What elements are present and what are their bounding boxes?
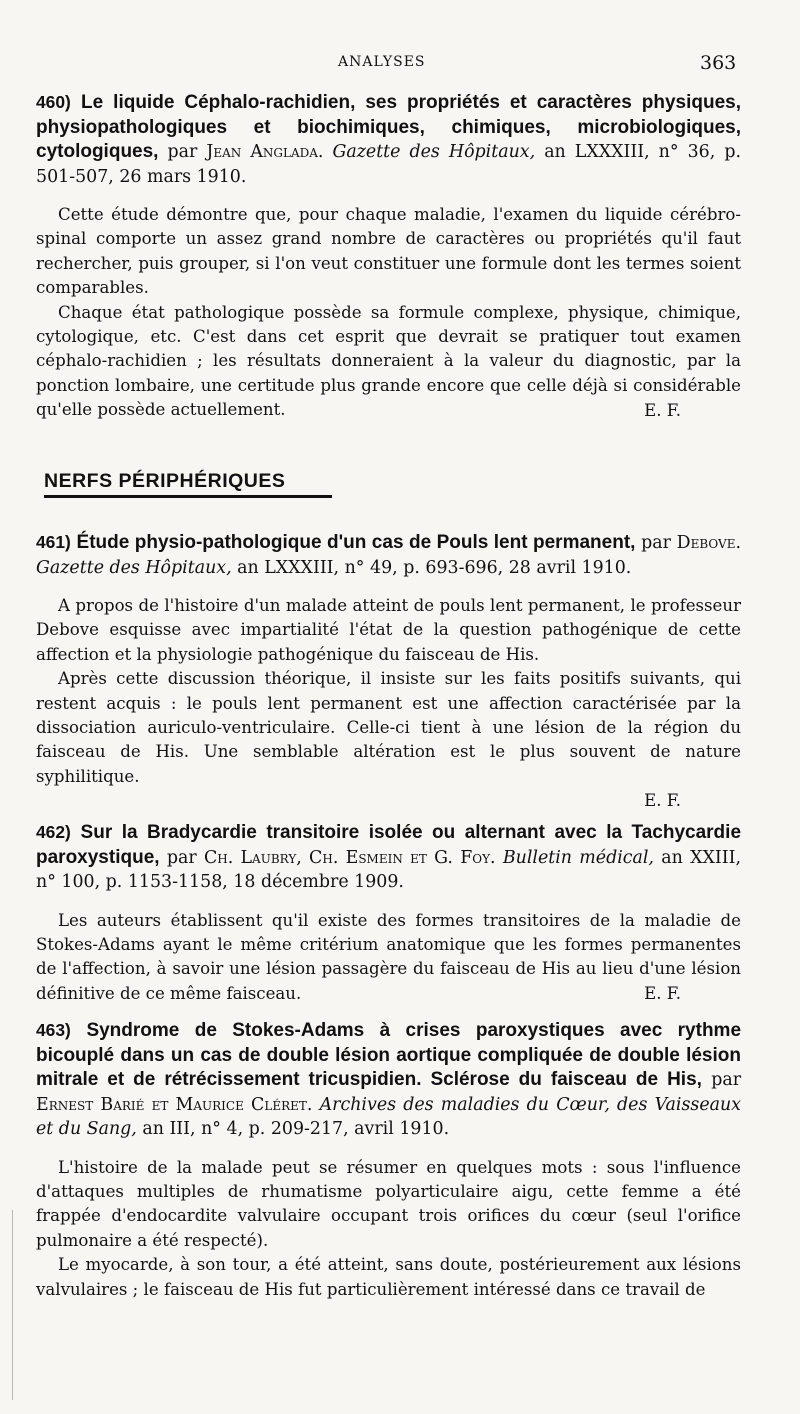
article-authors: Ch. Laubry, Ch. Esmein et G. Foy. — [203, 847, 496, 868]
article-reference: an LXXXIII, n° 49, p. 693-696, 28 avril 1910. — [237, 557, 632, 578]
section-title-text: NERFS PÉRIPHÉRIQUES — [44, 470, 286, 492]
article-signature: E. F. — [644, 984, 681, 1004]
article-authors: Ernest Barié et Maurice Cléret. — [36, 1094, 313, 1115]
article-authors: Jean Anglada. — [206, 142, 324, 162]
article-heading — [36, 1018, 741, 1142]
article-462 — [36, 820, 741, 1006]
article-by: par — [641, 533, 671, 553]
article-title: Syndrome de Stokes-Adams à crises paroxystiques avec rythme bicouplé dans un cas de double lésion aortique compliquée de double lésion mitrale et de rétrécissement tricuspidien. Sclérose du faisceau de His, — [36, 1020, 742, 1090]
article-reference: an III, n° 4, p. 209-217, avril 1910. — [142, 1119, 450, 1139]
article-number: 462) — [36, 822, 71, 842]
article-461 — [36, 530, 741, 813]
article-journal: Bulletin médical, — [502, 847, 654, 868]
article-authors: Debove. — [676, 533, 741, 553]
article-reference: an XXIII, n° 100, p. 1153-1158, 18 décembre 1909. — [36, 847, 741, 892]
article-paragraph: Le myocarde, à son tour, a été atteint, sans doute, postérieurement aux lésions valvulaires ; le faisceau de His fut particulièrement intéressé dans ce travail de — [36, 1255, 741, 1299]
article-reference: an LXXXIII, n° 36, p. 501-507, 26 mars 1910. — [36, 142, 741, 187]
section-rule — [44, 495, 332, 498]
article-journal: Archives des maladies du Cœur, des Vaisseaux et du Sang, — [36, 1094, 741, 1139]
article-paragraph: L'histoire de la malade peut se résumer en quelques mots : sous l'influence d'attaques multiples de rhumatisme polyarticulaire aigu, cette femme a été frappée d'endocardite valvulaire occupant trois orifices du cœur (seul l'orifice pulmonaire a été respecté). — [36, 1157, 741, 1250]
article-signature: E. F. — [644, 400, 681, 420]
article-title: Étude physio-pathologique d'un cas de Pouls lent permanent, — [76, 532, 636, 553]
article-title: Le liquide Céphalo-rachidien, ses propriétés et caractères physiques, physiopathologiques et biochimiques, chimiques, microbiologiques, cytologiques, — [36, 92, 742, 162]
article-paragraph: A propos de l'histoire d'un malade atteint de pouls lent permanent, le professeur Debove esquisse avec impartialité l'état de la question pathogénique de cette affection et la physiologie pathogénique du faisceau de His. — [36, 596, 741, 664]
article-heading — [36, 820, 741, 895]
article-signature: E. F. — [644, 791, 681, 811]
article-title: Sur la Bradycardie transitoire isolée ou alternant avec la Tachycardie paroxystique, — [36, 822, 742, 868]
article-paragraph: Les auteurs établissent qu'il existe des formes transitoires de la maladie de Stokes-Adams ayant le même critérium anatomique que les formes permanentes de l'affection, à savoir une lésion passagère du faisceau de His au lieu d'une lésion définitive de ce même faisceau. — [36, 910, 741, 1003]
article-460 — [36, 90, 741, 423]
article-journal: Gazette des Hôpitaux, — [36, 557, 232, 578]
running-head: ANALYSES — [338, 54, 426, 70]
page-number: 363 — [700, 52, 737, 74]
article-by: par — [166, 847, 197, 868]
scan-margin-line — [12, 1210, 13, 1400]
article-paragraph: Cette étude démontre que, pour chaque maladie, l'examen du liquide cérébro-spinal comporte un assez grand nombre de caractères ou propriétés qu'il faut rechercher, puis grouper, si l'on veut constituer une formule dont les termes soient comparables. — [36, 205, 741, 298]
article-number: 460) — [36, 92, 71, 112]
page-header — [0, 52, 800, 72]
article-by: par — [711, 1070, 742, 1090]
article-number: 461) — [36, 532, 71, 552]
article-journal: Gazette des Hôpitaux, — [332, 142, 536, 162]
article-heading — [36, 530, 741, 580]
section-title — [44, 470, 334, 493]
article-463 — [36, 1018, 741, 1302]
article-heading — [36, 90, 741, 189]
article-by: par — [167, 142, 198, 162]
article-number: 463) — [36, 1020, 71, 1040]
article-paragraph: Après cette discussion théorique, il insiste sur les faits positifs suivants, qui restent acquis : le pouls lent permanent est une affection caractérisée par la dissociation auriculo-ventriculaire. Celle-ci tient à une lésion de la région du faisceau de His. Une semblable altération est le plus souvent de nature syphilitique. — [36, 669, 741, 786]
article-paragraph: Chaque état pathologique possède sa formule complexe, physique, chimique, cytologique, etc. C'est dans cet esprit que devrait se pratiquer tout examen céphalo-rachidien ; les résultats donneraient à la valeur du diagnostic, par la ponction lombaire, une certitude plus grande encore que celle déjà si considérable qu'elle possède actuellement. — [36, 302, 741, 420]
